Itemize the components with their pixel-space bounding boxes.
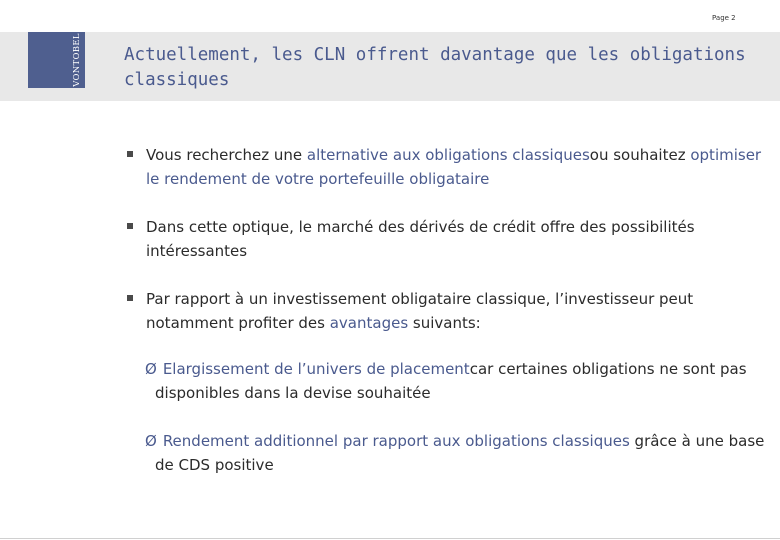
square-bullet-icon [127,151,133,157]
bullet-1-mid: ou souhaitez [589,146,691,164]
square-bullet-icon [127,295,133,301]
page-number: Page 2 [712,14,736,22]
bullet-item-2 [126,215,766,263]
sub-bullet-1-highlight: Elargissement de l’univers de placement [162,360,470,378]
bullet-1-highlight-alternative: alternative aux obligations classiques [306,146,590,164]
bullet-1-highlight-optimiser: optimiser le rendement de votre portefeuille obligataire [146,146,762,188]
bullet-3-highlight: avantages [329,314,409,332]
arrow-bullet-icon: Ø [145,360,157,378]
sub-bullet-2-highlight: Rendement additionnel par rapport aux obligations classiques [162,432,630,450]
bottom-divider [0,538,780,539]
slide-title: Actuellement, les CLN offrent davantage que les obligations classiques [124,45,746,90]
sub-bullet-2-text: grâce à une base de CDS positive [155,432,765,474]
bullet-list [126,143,766,359]
bullet-item-3 [126,287,766,335]
bullet-3-post: suivants: [408,314,481,332]
square-bullet-icon [127,223,133,229]
sub-bullet-item-1 [145,357,765,405]
bullet-1-pre: Vous recherchez une [146,146,307,164]
arrow-bullet-icon: Ø [145,432,157,450]
sub-bullet-list [145,357,765,501]
logo-text-wrapper [70,32,84,88]
logo-text: VONTOBEL [72,33,82,87]
sub-bullet-1-text: car certaines obligations ne sont pas disponibles dans la devise souhaitée [155,360,747,402]
bullet-3-pre: Par rapport à un investissement obligataire classique, l’investisseur peut notamment profiter des [146,290,694,332]
bullet-2-text: Dans cette optique, le marché des dérivés de crédit offre des possibilités intéressantes [146,218,695,260]
bullet-item-1 [126,143,766,191]
sub-bullet-item-2 [145,429,765,477]
